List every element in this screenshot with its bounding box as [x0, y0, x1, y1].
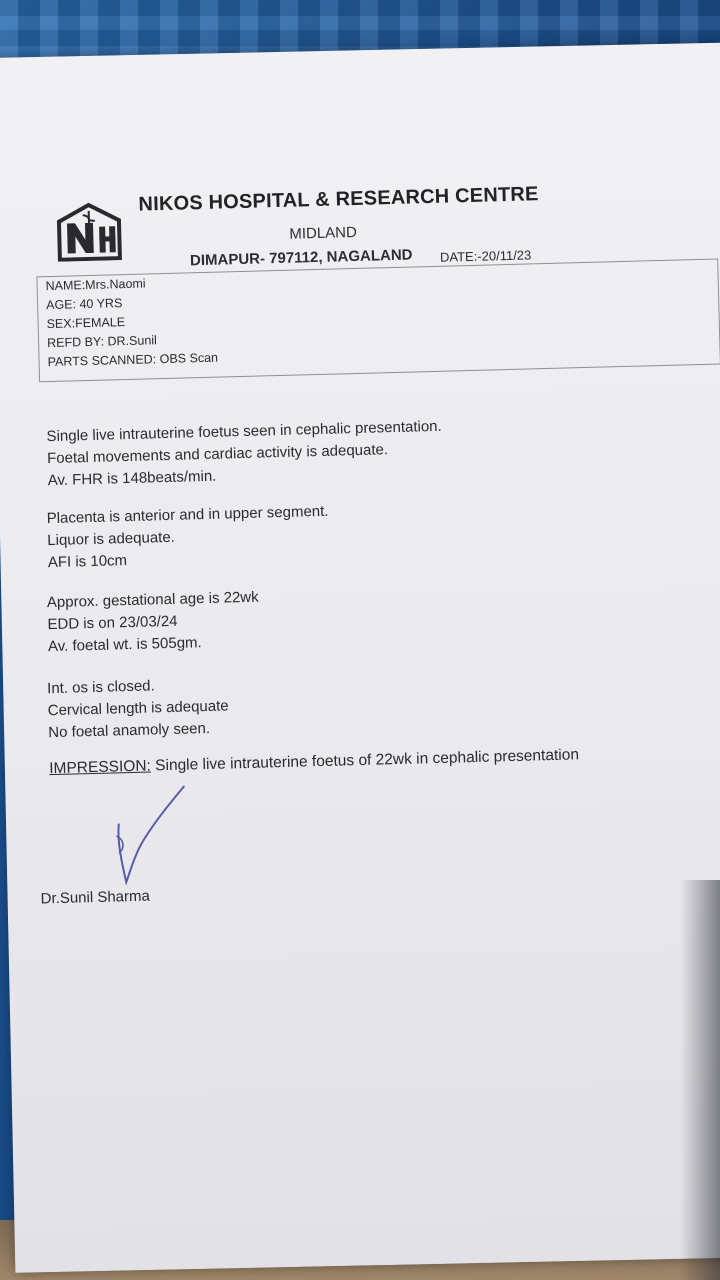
- finding-line: Approx. gestational age is 22wk: [46, 588, 259, 612]
- impression: [49, 746, 579, 778]
- finding-line: EDD is on 23/03/24: [47, 612, 178, 634]
- impression-text: Single live intrauterine foetus of 22wk in cephalic presentation: [154, 746, 580, 775]
- report-date: DATE:-20/11/23: [439, 247, 532, 265]
- finding-line: Single live intrauterine foetus seen in cephalic presentation.: [46, 417, 442, 446]
- parts-scanned: PARTS SCANNED: OBS Scan: [47, 350, 219, 370]
- finding-line: Av. foetal wt. is 505gm.: [47, 634, 202, 656]
- patient-name: NAME:Mrs.Naomi: [45, 276, 146, 294]
- finding-line: AFI is 10cm: [47, 552, 128, 572]
- doctor-name: Dr.Sunil Sharma: [40, 887, 151, 908]
- finding-line: Liquor is adequate.: [47, 528, 176, 550]
- hospital-location: MIDLAND: [289, 223, 358, 243]
- finding-line: Av. FHR is 148beats/min.: [47, 467, 217, 490]
- referred-by: REFD BY: DR.Sunil: [46, 333, 158, 351]
- patient-info-box: [36, 258, 720, 382]
- finding-line: Foetal movements and cardiac activity is adequate.: [46, 441, 389, 468]
- hospital-logo-icon: [52, 202, 125, 262]
- finding-line: Int. os is closed.: [46, 677, 155, 698]
- finding-line: Cervical length is adequate: [47, 697, 229, 720]
- impression-label: IMPRESSION:: [49, 757, 152, 778]
- patient-age: AGE: 40 YRS: [45, 296, 123, 313]
- finding-line: Placenta is anterior and in upper segment.: [46, 502, 329, 528]
- doctor-signature: [104, 780, 207, 893]
- finding-line: No foetal anamoly seen.: [48, 719, 211, 742]
- hospital-address: DIMAPUR- 797112, NAGALAND: [189, 246, 413, 270]
- patient-sex: SEX:FEMALE: [46, 315, 126, 332]
- hospital-name: NIKOS HOSPITAL & RESEARCH CENTRE: [138, 183, 539, 216]
